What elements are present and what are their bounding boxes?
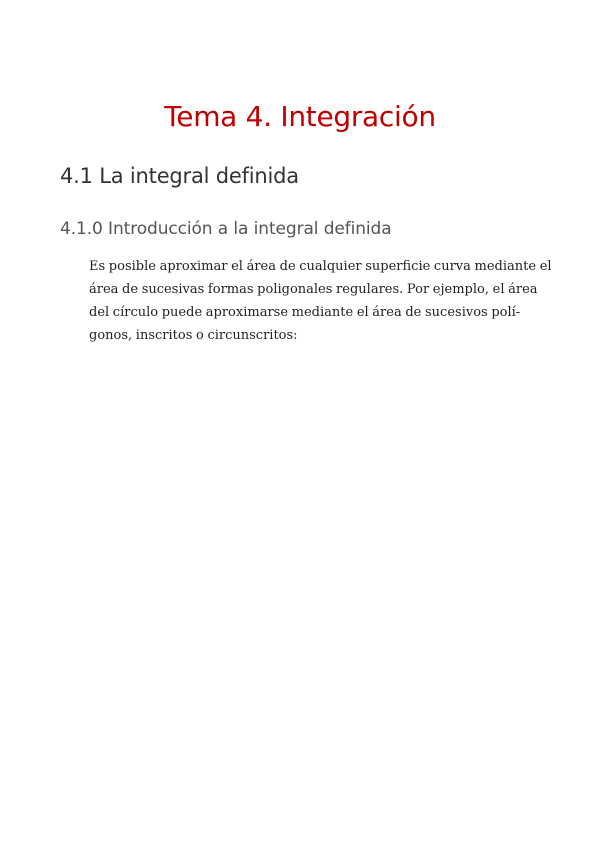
subsection-title: 4.1.0 Introducción a la integral definida	[60, 219, 392, 239]
intro-paragraph	[89, 255, 552, 347]
paragraph-line: Es posible aproximar el área de cualquier superficie curva mediante el	[89, 259, 552, 274]
section-title: 4.1 La integral definida	[60, 164, 299, 188]
paragraph-line: área de sucesivas formas poligonales regulares. Por ejemplo, el área	[89, 282, 538, 297]
paragraph-line: gonos, inscritos o circunscritos:	[89, 328, 298, 343]
chapter-title: Tema 4. Integración	[164, 100, 436, 133]
paragraph-line: del círculo puede aproximarse mediante el área de sucesivos polí-	[89, 305, 521, 320]
